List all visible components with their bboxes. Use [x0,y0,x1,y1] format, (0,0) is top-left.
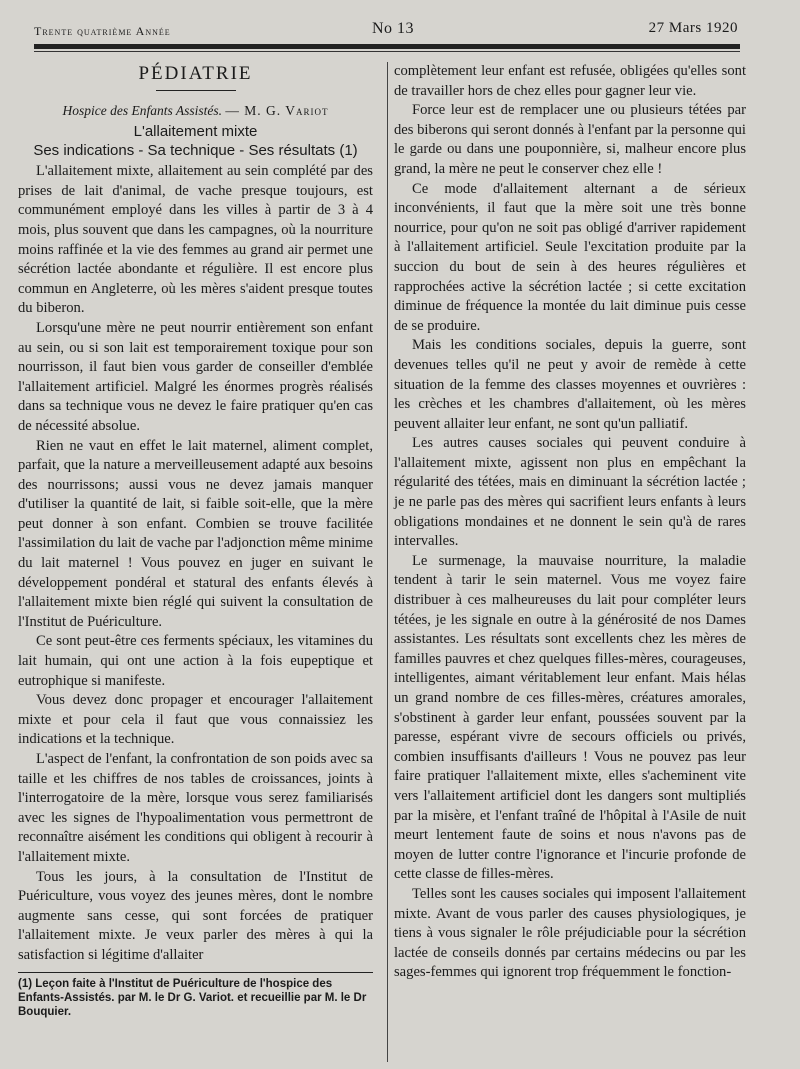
byline-author: — M. G. Variot [225,102,329,118]
paragraph: L'aspect de l'enfant, la confrontation de son poids avec sa taille et les chiffres de nos tables de croissances, joints à l'interrogatoire de la mère, lorsque vous serez familiarisés avec les signes de l'hypoalimentation vous permettront de reconnaître aisément les conditions qui obligent à recourir à l'allaitement mixte. [18,751,373,865]
paragraph: Force leur est de remplacer une ou plusieurs tétées par des biberons qui seront donnés à l'enfant par la personne qui le garde ou dans une pouponnière, si, malheur encore plus grand, la mère ne peut le conserver chez elle ! [394,102,746,177]
byline-place: Hospice des Enfants Assistés. [62,102,222,118]
paragraph: L'allaitement mixte, allaitement au sein complété par des prises de lait d'animal, de vache presque toujours, est communément employé dans les villes à partir de 3 à 4 mois, plus souvent que dans les campagnes, où la nourriture moins raffinée et la vie des femmes au grand air permet une sécrétion lactée abondante et régulière. Il est encore plus commun en Angleterre, où les mères s'aident presque toutes du biberon. [18,163,373,317]
paragraph: Mais les conditions sociales, depuis la guerre, sont devenues telles qu'il ne peut y avoir de remède à cette situation de la femme des classes moyennes et ouvrières : les crèches et les chambres d'allaitement, où les mères peuvent allaiter leur enfant, ne sont qu'un palliatif. [394,337,746,432]
paragraph: Ce mode d'allaitement alternant a de sérieux inconvénients, il faut que la mère soit une très bonne nourrice, pour qu'on ne soit pas obligé d'arriver rapidement à l'allaitement artificiel. Seule l'excitation produite par la succion du bout de sein à des heures régulières et rapprochées active la sécrétion lactée ; si cette excitation diminue de fréquence la montée du lait diminue puis cesse de se produire. [394,180,746,334]
footnote-rule [18,972,373,973]
page-header [34,18,738,44]
column-divider [387,62,388,1062]
paragraph: Telles sont les causes sociales qui imposent l'allaitement mixte. Avant de vous parler des causes physiologiques, je tiens à vous signaler le rôle préjudiciable pour la sécrétion lactée de conseils donnés par certains médecins ou par les sages-femmes qui ignorent trop fréquemment le fonction- [394,885,746,981]
paragraph: Tous les jours, à la consultation de l'Institut de Puériculture, vous voyez des jeunes mères, dont le nombre augmente sans cesse, qui sont forcées de pratiquer l'allaitement mixte. Je veux parler des mères à qui la satisfaction si légitime d'allaiter [18,868,373,963]
paragraph: Le surmenage, la mauvaise nourriture, la maladie tendent à tarir le sein maternel. Vous me voyez faire distribuer à ces malheureuses du lait pour compléter leurs tétées, je les signale en outre à la générosité de nos Dames assistantes. Les résultats sont excellents chez les mères de familles pauvres et chez quelques filles-mères, courageuses, intelligentes, aimant véritablement leur enfant. Mais hélas un grand nombre de ces filles-mères, créatures amorales, s'obstinent à garder leur enfant, poussées souvent par la paresse, espérant vivre de secours officiels ou privés, combien insuffisants d'ailleurs ! Vous ne pouvez pas leur faire pratiquer l'allaitement mixte, elles s'acheminent vite vers l'allaitement artificiel dont les dangers sont multipliés par la misère, et l'enfant traîné de l'hôpital à l'Asile de nuit meurt lentement faute de soins et nous n'avons pas de moyen de lutter contre l'ignorance et l'incurie profonde de cette classe de filles-mères. [394,552,746,883]
issue-number: No 13 [372,20,415,37]
paragraph: Vous devez donc propager et encourager l'allaitement mixte et pour cela il faut que vous connaissiez les indications et la technique. [18,692,373,748]
paragraph: Rien ne vaut en effet le lait maternel, aliment complet, parfait, que la nature a merveilleusement adapté aux besoins des nourrissons; aussi vous ne devez jamais manquer d'utiliser la quantité de lait, si faible soit-elle, que la mère peut donner à son enfant. Combien se trouve facilitée l'assimilation du lait de vache par l'adjonction même minime du lait maternel ! Vous pouvez en juger en suivant le développement pondéral et statural des enfants élevés à l'allaitement mixte bien réglé qui suivent la consultation de l'Institut de Puériculture. [18,437,373,630]
byline [18,101,373,121]
paragraph: complètement leur enfant est refusée, obligées qu'elles sont de travailler hors de chez elles pour gagner leur vie. [394,63,746,99]
right-column [394,62,746,983]
issue-date: 27 Mars 1920 [648,20,738,36]
paragraph: Les autres causes sociales qui peuvent conduire à l'allaitement mixte, agissent non plus en empêchant la régularité des tétées, mais en diminuant la sécrétion lactée ; je ne parle pas des mères qui sacrifient leurs enfants à leurs obligations mondaines et ne donnent le sein qu'à de rares intervalles. [394,435,746,550]
paragraph: Lorsqu'une mère ne peut nourrir entièrement son enfant au sein, ou si son lait est temporairement toxique pour son nourrisson, il faut bien vous garder de conseiller d'emblée l'allaitement artificiel. Malgré les énormes progrès réalisés dans sa technique vous ne devez le faire pratiquer qu'en cas de nécessité absolue. [18,319,373,434]
footnote: (1) Leçon faite à l'Institut de Puériculture de l'hospice des Enfants-Assistés. par M. le Dr G. Variot. et recueillie par M. le Dr Bouquier. [18,977,367,1018]
title-rule [156,90,236,91]
section-title: PÉDIATRIE [138,63,253,84]
volume-label: Trente quatrième Année [34,24,171,38]
lesson-subtitle: Ses indications - Sa technique - Ses résultats (1) [33,142,358,160]
lesson-title: L'allaitement mixte [133,123,258,141]
header-rule-thick [34,44,740,49]
paragraph: Ce sont peut-être ces ferments spéciaux, les vitamines du lait humain, qui ont une action à la fois eupeptique et eutrophique si manifeste. [18,633,373,689]
header-rule-thin [34,51,740,52]
left-column [18,62,373,1019]
